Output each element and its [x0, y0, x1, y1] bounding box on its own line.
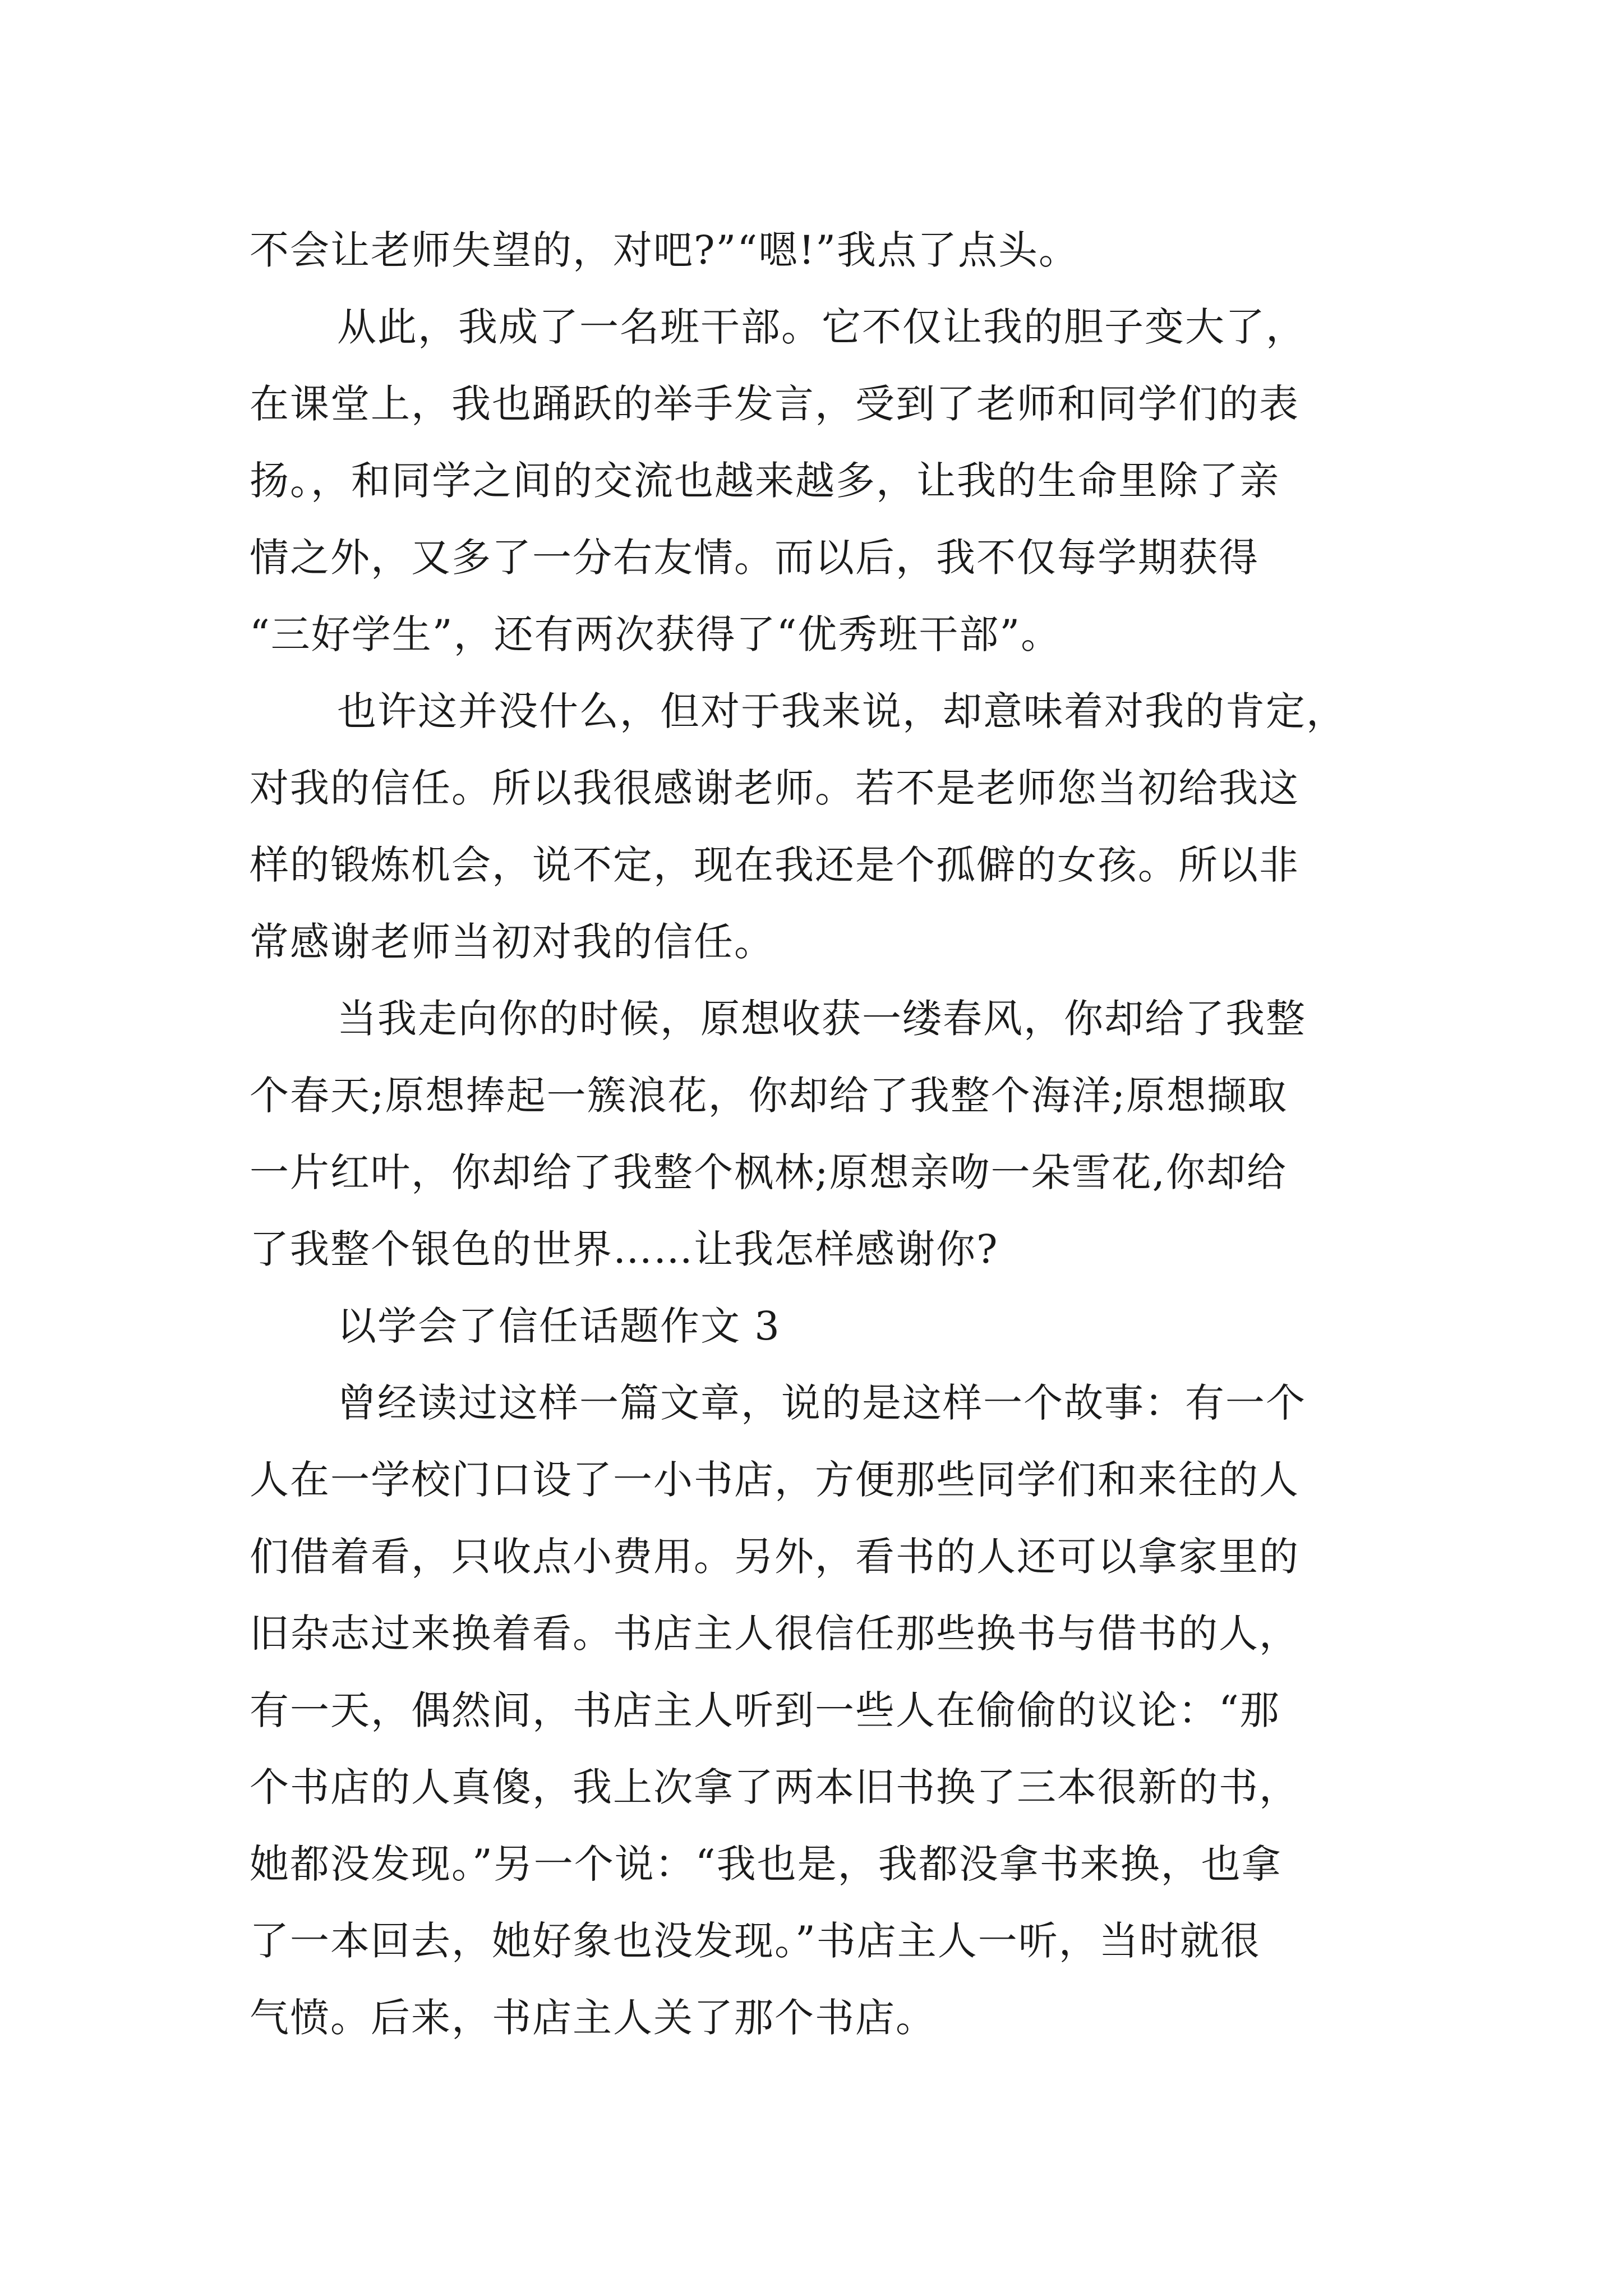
text-line: 也许这并没什么，但对于我来说，却意味着对我的肯定， — [337, 688, 1347, 734]
document-body — [250, 212, 1388, 2056]
text-line: 了我整个银色的世界……让我怎样感谢你? — [250, 1226, 999, 1272]
text-line: 不会让老师失望的，对吧?”“嗯!”我点了点头。 — [250, 227, 1080, 273]
text-line: 对我的信任。所以我很感谢老师。若不是老师您当初给我这 — [250, 765, 1299, 811]
text-line: 扬。，和同学之间的交流也越来越多，让我的生命里除了亲 — [250, 458, 1280, 504]
text-line: 人在一学校门口设了一小书店，方便那些同学们和来往的人 — [250, 1457, 1299, 1503]
text-line: 以学会了信任话题作文 3 — [337, 1303, 781, 1349]
text-line: 气愤。后来，书店主人关了那个书店。 — [250, 1995, 936, 2041]
text-line: 情之外，又多了一分右友情。而以后，我不仅每学期获得 — [250, 535, 1259, 581]
text-line: 曾经读过这样一篇文章，说的是这样一个故事：有一个 — [337, 1380, 1306, 1426]
text-line: 样的锻炼机会，说不定，现在我还是个孤僻的女孩。所以非 — [250, 842, 1299, 888]
text-line: 有一天，偶然间，书店主人听到一些人在偷偷的议论：“那 — [250, 1687, 1280, 1733]
text-line: 常感谢老师当初对我的信任。 — [250, 919, 774, 965]
text-line: 了一本回去，她好象也没发现。”书店主人一听，当时就很 — [250, 1918, 1261, 1964]
text-line: 当我走向你的时候，原想收获一缕春风，你却给了我整 — [337, 996, 1306, 1042]
text-line: 旧杂志过来换着看。书店主人很信任那些换书与借书的人， — [250, 1611, 1299, 1657]
text-line: “三好学生”，还有两次获得了“优秀班干部”。 — [250, 611, 1062, 657]
text-line: 个春天;原想捧起一簇浪花，你却给了我整个海洋;原想撷取 — [250, 1073, 1288, 1119]
text-line: 从此，我成了一名班干部。它不仅让我的胆子变大了， — [337, 304, 1306, 350]
text-line: 一片红叶，你却给了我整个枫林;原想亲吻一朵雪花,你却给 — [250, 1149, 1287, 1195]
text-line: 们借着看，只收点小费用。另外，看书的人还可以拿家里的 — [250, 1534, 1299, 1580]
text-line: 个书店的人真傻，我上次拿了两本旧书换了三本很新的书， — [250, 1764, 1299, 1810]
text-line: 她都没发现。”另一个说：“我也是，我都没拿书来换，也拿 — [250, 1841, 1282, 1887]
text-line: 在课堂上，我也踊跃的举手发言，受到了老师和同学们的表 — [250, 381, 1299, 427]
